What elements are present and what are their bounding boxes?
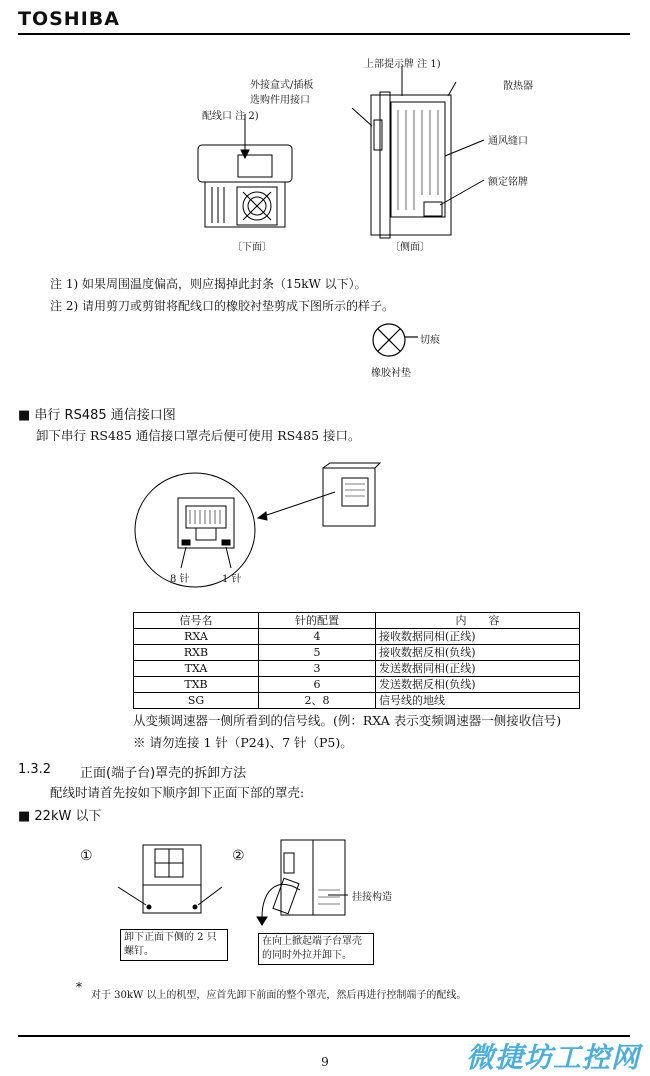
watermark-logo: 微捷坊工控网 bbox=[465, 1041, 640, 1074]
step1-marker: ① bbox=[80, 848, 93, 864]
step1-caption: 卸下正面下侧的 2 只螺钉。 bbox=[120, 929, 228, 961]
bottom-view-drawing bbox=[198, 114, 292, 227]
rs485-heading: ■ 串行 RS485 通信接口图 bbox=[18, 408, 176, 423]
cover-removal-figure bbox=[0, 835, 650, 935]
label-rubber-pad: 橡胶衬垫 bbox=[371, 368, 411, 379]
label-vent: 通风缝口 bbox=[488, 136, 528, 147]
section-title: 正面(端子台)罩壳的拆卸方法 bbox=[80, 766, 247, 781]
label-option-line1: 外接盒式/插板 bbox=[250, 80, 314, 91]
label-pin1: 1 针 bbox=[222, 574, 242, 585]
table-cell: 3 bbox=[259, 661, 376, 677]
table-cell: 4 bbox=[259, 629, 376, 645]
table-header-cell: 针的配置 bbox=[259, 613, 376, 629]
table-cell: TXB bbox=[134, 677, 259, 693]
table-cell: RXB bbox=[134, 645, 259, 661]
signal-note: 从变频调速器一侧所看到的信号线。(例：RXA 表示变频调速器一侧接收信号) bbox=[133, 713, 562, 728]
table-cell: SG bbox=[134, 693, 259, 709]
table-cell: 接收数据同相(正线) bbox=[376, 629, 580, 645]
footnote-mark: * bbox=[76, 980, 82, 994]
label-hook: 挂接构造 bbox=[352, 892, 392, 903]
table-row bbox=[134, 629, 580, 645]
step1-cover bbox=[143, 845, 201, 913]
table-header-row bbox=[134, 613, 580, 629]
table-cell: TXA bbox=[134, 661, 259, 677]
step2-caption: 在向上掀起端子台罩壳的同时外拉并卸下。 bbox=[258, 933, 374, 965]
subsection-22kw: ■ 22kW 以下 bbox=[18, 809, 102, 824]
table-row bbox=[134, 677, 580, 693]
section-intro: 配线时请首先按如下顺序卸下正面下部的罩壳: bbox=[50, 785, 305, 800]
rs485-intro: 卸下串行 RS485 通信接口罩壳后便可使用 RS485 接口。 bbox=[36, 428, 361, 443]
signal-table bbox=[133, 612, 580, 709]
inverter-views-figure bbox=[0, 40, 650, 300]
table-row bbox=[134, 645, 580, 661]
table-cell: 5 bbox=[259, 645, 376, 661]
caption-bottom-view: 〔下面〕 bbox=[232, 242, 272, 253]
step2-marker: ② bbox=[232, 848, 245, 864]
label-top-tag: 上部提示牌 注 1) bbox=[364, 59, 441, 70]
caption-side-view: 〔侧面〕 bbox=[390, 242, 430, 253]
table-header-cell: 信号名 bbox=[134, 613, 259, 629]
table-cell: RXA bbox=[134, 629, 259, 645]
table-cell: 发送数据反相(负线) bbox=[376, 677, 580, 693]
side-view-drawing bbox=[352, 66, 484, 238]
label-cut-mark: 切痕 bbox=[420, 335, 440, 346]
label-pin8: 8 针 bbox=[170, 574, 190, 585]
label-heatsink: 散热器 bbox=[503, 81, 533, 92]
table-row bbox=[134, 661, 580, 677]
footnote-text: 对于 30kW 以上的机型，应首先卸下前面的整个罩壳，然后再进行控制端子的配线。 bbox=[91, 990, 467, 1001]
page-number: 9 bbox=[321, 1055, 329, 1069]
table-cell: 2、8 bbox=[259, 693, 376, 709]
rs485-connector-figure bbox=[0, 460, 650, 610]
table-header-cell: 内 容 bbox=[376, 613, 580, 629]
brand-logo: TOSHIBA bbox=[18, 8, 120, 30]
label-rating-plate: 额定铭牌 bbox=[488, 177, 528, 188]
rubber-pad-drawing bbox=[373, 324, 418, 356]
section-number: 1.3.2 bbox=[18, 762, 52, 777]
pin-warning: ※ 请勿连接 1 针（P24)、7 针（P5)。 bbox=[133, 735, 353, 750]
table-cell: 发送数据同相(正线) bbox=[376, 661, 580, 677]
note-2: 注 2) 请用剪刀或剪钳将配线口的橡胶衬垫剪成下图所示的样子。 bbox=[50, 299, 394, 313]
label-wiring-port: 配线口 注 2) bbox=[202, 111, 259, 122]
inverter-side-port bbox=[323, 468, 375, 526]
table-row bbox=[134, 693, 580, 709]
table-cell: 6 bbox=[259, 677, 376, 693]
table-cell: 接收数据反相(负线) bbox=[376, 645, 580, 661]
label-option-line2: 选购件用接口 bbox=[250, 95, 310, 106]
header-rule bbox=[18, 33, 630, 35]
note-1: 注 1) 如果周围温度偏高，则应揭掉此封条（15kW 以下）。 bbox=[50, 277, 367, 291]
table-cell: 信号线的地线 bbox=[376, 693, 580, 709]
